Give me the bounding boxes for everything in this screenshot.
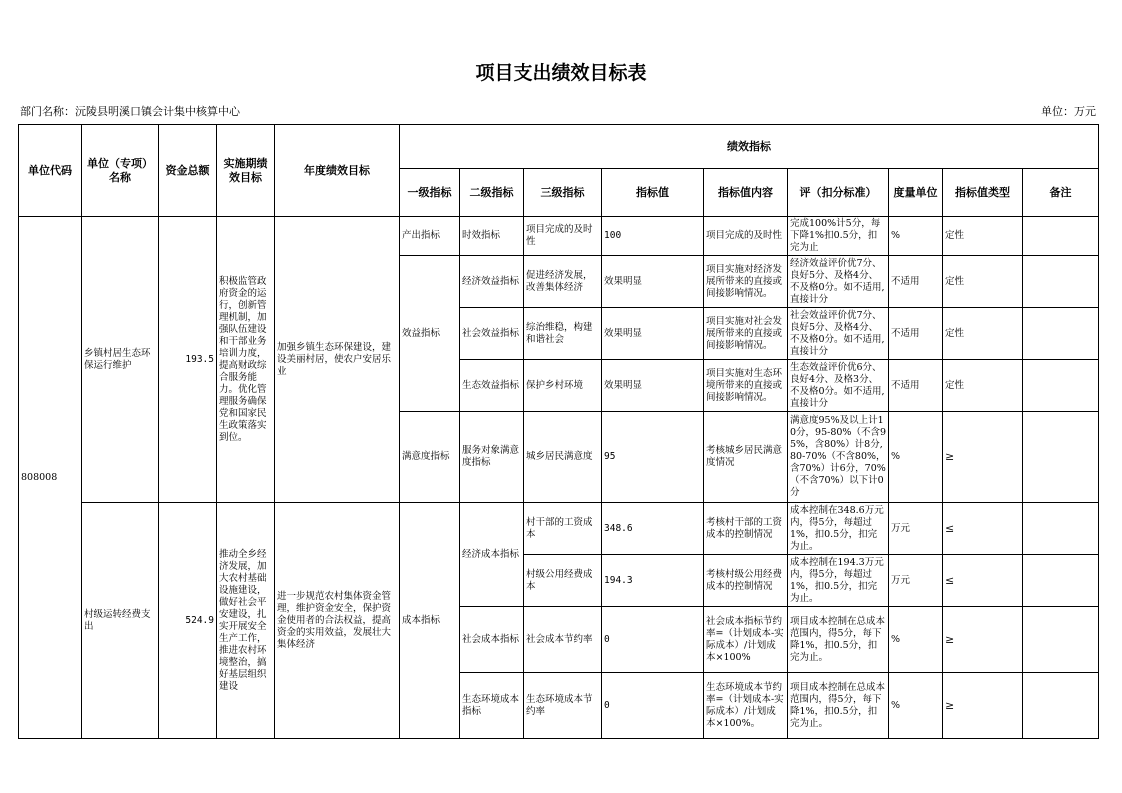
level3-cell: 保护乡村环境 — [524, 360, 602, 412]
value-content-cell: 考核村干部的工资成本的控制情况 — [704, 503, 788, 555]
measure-unit-cell: 不适用 — [889, 360, 943, 412]
level2-cell: 社会效益指标 — [460, 308, 524, 360]
impl-goal-cell: 积极监管政府资金的运行，创新管理机制，加强队伍建设和干部业务培训力度，提高财政综合服务能力。优化管理服务确保党和国家民生政策落实到位。 — [217, 217, 275, 503]
level1-cell: 效益指标 — [400, 256, 460, 412]
impl-goal-cell: 推动全乡经济发展，加大农村基础设施建设，做好社会平安建设，扎实开展安全生产工作，推进农村环境整治，搞好基层组织建设 — [217, 503, 275, 739]
remark-cell — [1023, 555, 1099, 607]
value-type-cell: 定性 — [943, 256, 1023, 308]
value-type-cell: 定性 — [943, 217, 1023, 256]
level2-cell: 经济成本指标 — [460, 503, 524, 607]
level2-cell: 社会成本指标 — [460, 607, 524, 673]
remark-cell — [1023, 360, 1099, 412]
level2-cell: 生态环境成本指标 — [460, 673, 524, 739]
table-row — [19, 217, 1099, 256]
value-type-cell: ≥ — [943, 607, 1023, 673]
level3-cell: 城乡居民满意度 — [524, 412, 602, 503]
value-cell: 348.6 — [602, 503, 704, 555]
value-cell: 0 — [602, 607, 704, 673]
scoring-cell: 社会效益评价优7分、良好5分、及格4分、不及格0分。如不适用,直接计分 — [788, 308, 889, 360]
level3-cell: 村级公用经费成本 — [524, 555, 602, 607]
value-content-cell: 项目完成的及时性 — [704, 217, 788, 256]
header-measure-unit: 度量单位 — [889, 169, 943, 217]
project-funds-cell: 524.9 — [159, 503, 217, 739]
level3-cell: 综治维稳，构建和谐社会 — [524, 308, 602, 360]
annual-goal-cell: 进一步规范农村集体资金管理，维护资金安全，保护资金使用者的合法权益，提高资金的实用效益，发展壮大集体经济 — [275, 503, 400, 739]
department-name: 部门名称：沅陵县明溪口镇会计集中核算中心 — [20, 105, 240, 118]
measure-unit-cell: 不适用 — [889, 256, 943, 308]
scoring-cell: 项目成本控制在总成本范围内，得5分，每下降1%，扣0.5分，扣完为止。 — [788, 607, 889, 673]
value-cell: 效果明显 — [602, 308, 704, 360]
header-value-type: 指标值类型 — [943, 169, 1023, 217]
scoring-cell: 成本控制在194.3万元内，得5分，每超过1%，扣0.5分，扣完为止。 — [788, 555, 889, 607]
remark-cell — [1023, 308, 1099, 360]
level3-cell: 项目完成的及时性 — [524, 217, 602, 256]
value-cell: 效果明显 — [602, 360, 704, 412]
performance-target-table — [18, 124, 1099, 739]
value-type-cell: ≤ — [943, 503, 1023, 555]
value-content-cell: 项目实施对经济发展所带来的直接或间接影响情况。 — [704, 256, 788, 308]
remark-cell — [1023, 503, 1099, 555]
value-content-cell: 生态环境成本节约率=（计划成本-实际成本）/计划成本×100%。 — [704, 673, 788, 739]
level3-cell: 促进经济发展，改善集体经济 — [524, 256, 602, 308]
level1-cell: 产出指标 — [400, 217, 460, 256]
remark-cell — [1023, 673, 1099, 739]
value-type-cell: 定性 — [943, 308, 1023, 360]
remark-cell — [1023, 256, 1099, 308]
scoring-cell: 生态效益评价优6分、良好4分、及格3分、不及格0分。如不适用,直接计分 — [788, 360, 889, 412]
value-type-cell: ≥ — [943, 412, 1023, 503]
header-value: 指标值 — [602, 169, 704, 217]
measure-unit-cell: 不适用 — [889, 308, 943, 360]
scoring-cell: 项目成本控制在总成本范围内，得5分，每下降1%，扣0.5分，扣完为止。 — [788, 673, 889, 739]
measure-unit-cell: % — [889, 412, 943, 503]
level1-cell: 成本指标 — [400, 503, 460, 739]
project-funds-cell: 193.5 — [159, 217, 217, 503]
currency-unit: 单位：万元 — [1041, 105, 1096, 118]
annual-goal-cell: 加强乡镇生态环保建设，建设美丽村居，使农户安居乐业 — [275, 217, 400, 503]
scoring-cell: 满意度95%及以上计10分，95-80%（不含95%，含80%）计8分,80-70%（不含80%，含70%）计6分，70%（不含70%）以下计0分 — [788, 412, 889, 503]
project-name-cell: 村级运转经费支出 — [82, 503, 159, 739]
remark-cell — [1023, 607, 1099, 673]
header-total-funds: 资金总额 — [159, 125, 217, 217]
header-annual-goal: 年度绩效目标 — [275, 125, 400, 217]
header-unit-code: 单位代码 — [19, 125, 82, 217]
header-impl-goal: 实施期绩效目标 — [217, 125, 275, 217]
header-level1: 一级指标 — [400, 169, 460, 217]
level2-cell: 服务对象满意度指标 — [460, 412, 524, 503]
scoring-cell: 成本控制在348.6万元内，得5分，每超过1%，扣0.5分，扣完为止。 — [788, 503, 889, 555]
measure-unit-cell: 万元 — [889, 555, 943, 607]
header-level3: 三级指标 — [524, 169, 602, 217]
level2-cell: 生态效益指标 — [460, 360, 524, 412]
value-content-cell: 考核城乡居民满意度情况 — [704, 412, 788, 503]
value-cell: 效果明显 — [602, 256, 704, 308]
measure-unit-cell: % — [889, 217, 943, 256]
level1-cell: 满意度指标 — [400, 412, 460, 503]
scoring-cell: 完成100%计5分，每下降1%扣0.5分，扣完为止 — [788, 217, 889, 256]
level3-cell: 社会成本节约率 — [524, 607, 602, 673]
value-cell: 95 — [602, 412, 704, 503]
header-scoring: 评（扣分标准） — [788, 169, 889, 217]
level2-cell: 经济效益指标 — [460, 256, 524, 308]
level3-cell: 生态环境成本节约率 — [524, 673, 602, 739]
value-type-cell: ≤ — [943, 555, 1023, 607]
unit-code-cell: 808008 — [19, 217, 82, 739]
header-level2: 二级指标 — [460, 169, 524, 217]
value-cell: 0 — [602, 673, 704, 739]
header-remark: 备注 — [1023, 169, 1099, 217]
value-content-cell: 社会成本指标节约率=（计划成本-实际成本）/计划成本×100% — [704, 607, 788, 673]
value-content-cell: 项目实施对社会发展所带来的直接或间接影响情况。 — [704, 308, 788, 360]
table-row — [19, 503, 1099, 555]
measure-unit-cell: 万元 — [889, 503, 943, 555]
project-name-cell: 乡镇村居生态环保运行维护 — [82, 217, 159, 503]
measure-unit-cell: % — [889, 607, 943, 673]
header-row-1 — [19, 125, 1099, 169]
page-title: 项目支出绩效目标表 — [475, 62, 647, 84]
remark-cell — [1023, 412, 1099, 503]
header-unit-name: 单位（专项）名称 — [82, 125, 159, 217]
header-value-content: 指标值内容 — [704, 169, 788, 217]
scoring-cell: 经济效益评价优7分、良好5分、及格4分、不及格0分。如不适用,直接计分 — [788, 256, 889, 308]
value-content-cell: 考核村级公用经费成本的控制情况 — [704, 555, 788, 607]
value-type-cell: 定性 — [943, 360, 1023, 412]
remark-cell — [1023, 217, 1099, 256]
level2-cell: 时效指标 — [460, 217, 524, 256]
level3-cell: 村干部的工资成本 — [524, 503, 602, 555]
measure-unit-cell: % — [889, 673, 943, 739]
value-type-cell: ≥ — [943, 673, 1023, 739]
value-content-cell: 项目实施对生态环境所带来的直接或间接影响情况。 — [704, 360, 788, 412]
value-cell: 100 — [602, 217, 704, 256]
value-cell: 194.3 — [602, 555, 704, 607]
header-perf-indicator: 绩效指标 — [400, 125, 1099, 169]
